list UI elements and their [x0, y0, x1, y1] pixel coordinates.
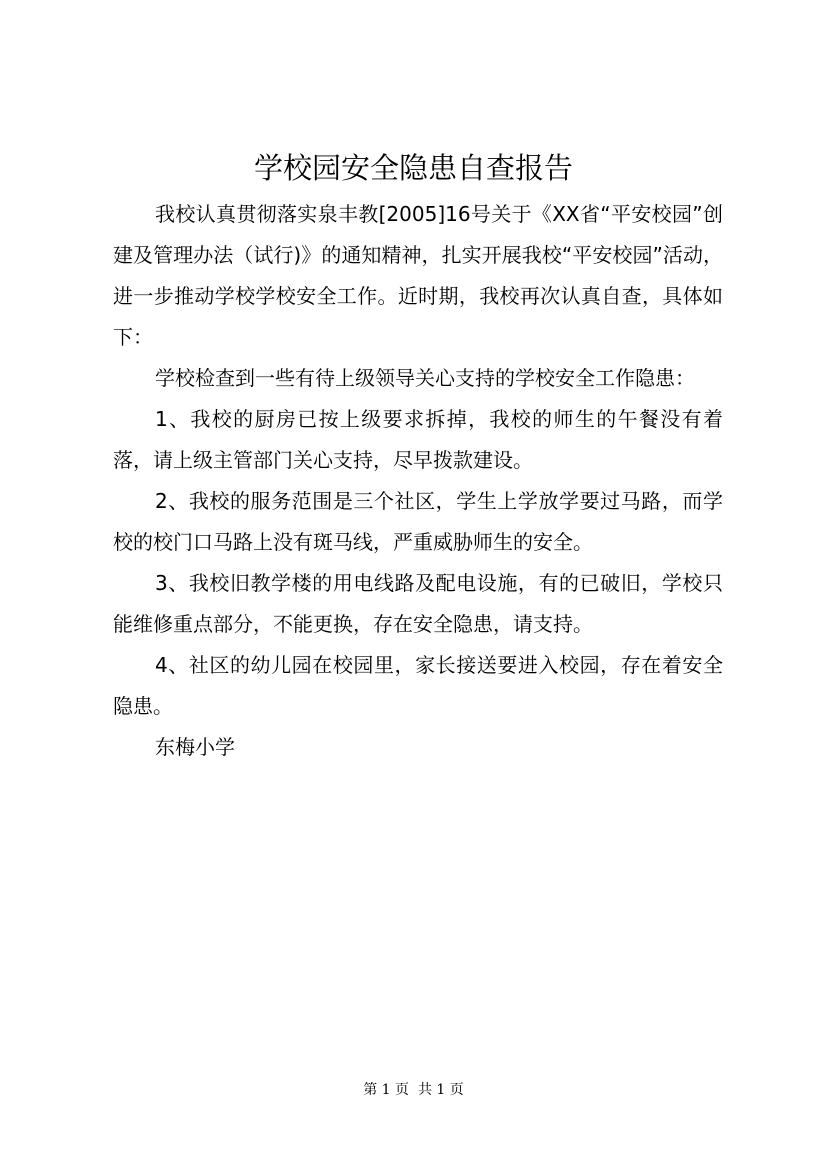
paragraph-intro: 我校认真贯彻落实泉丰教[2005]16号关于《XX省“平安校园”创建及管理办法（试行)》的通知精神，扎实开展我校“平安校园”活动，进一步推动学校学校安全工作。近时期，我校再次认真自查，具体如下： — [113, 202, 723, 349]
paragraph-item-3: 3、我校旧教学楼的用电线路及配电设施，有的已破旧，学校只能维修重点部分，不能更换，存在安全隐患，请支持。 — [113, 571, 723, 636]
signature: 东梅小学 — [155, 735, 235, 759]
paragraph-item-1: 1、我校的厨房已按上级要求拆掉，我校的师生的午餐没有着落，请上级主管部门关心支持，尽早拨款建设。 — [113, 407, 723, 472]
paragraph-item-4: 4、社区的幼儿园在校园里，家长接送要进入校园，存在着安全隐患。 — [113, 653, 723, 718]
paragraph-item-2: 2、我校的服务范围是三个社区，学生上学放学要过马路，而学校的校门口马路上没有斑马线，严重威胁师生的安全。 — [113, 489, 723, 554]
document-body — [113, 194, 723, 768]
paragraph-summary: 学校检查到一些有待上级领导关心支持的学校安全工作隐患： — [155, 366, 695, 390]
page-number-footer: 第 1 页 共 1 页 — [363, 1082, 464, 1098]
document-title: 学校园安全隐患自查报告 — [253, 151, 573, 185]
